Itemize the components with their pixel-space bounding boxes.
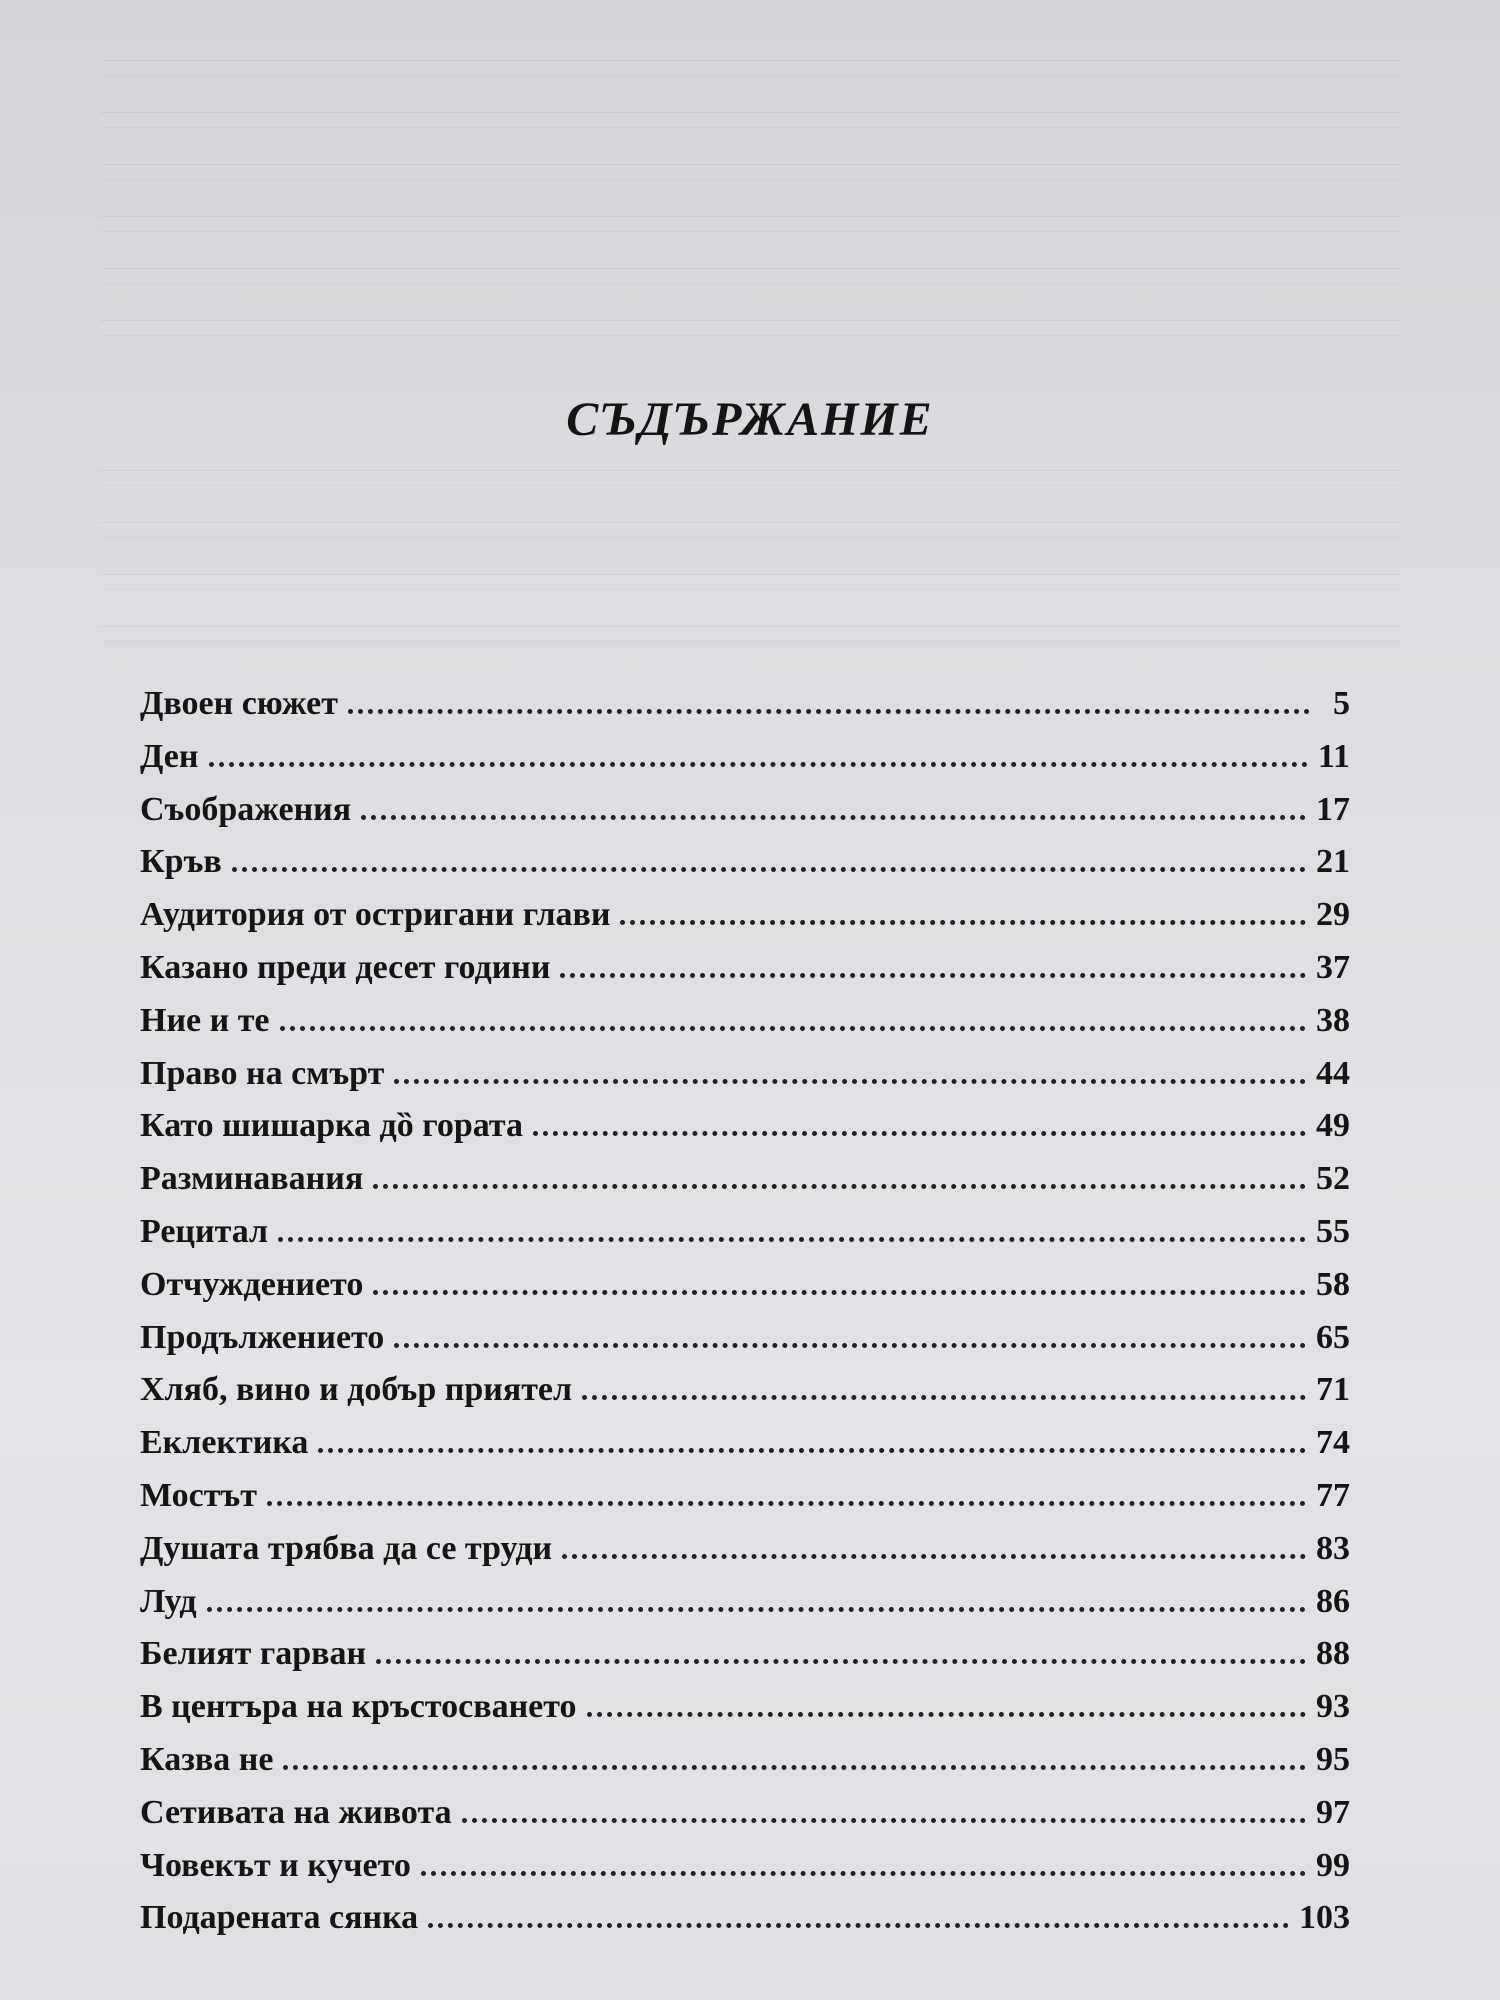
toc-entry-title: Кръв bbox=[140, 843, 222, 881]
toc-leader-dots bbox=[232, 857, 1306, 872]
toc-entry-title: Подарената сянка bbox=[140, 1899, 419, 1937]
toc-entry-page-number: 95 bbox=[1316, 1740, 1350, 1778]
toc-leader-dots bbox=[373, 1174, 1306, 1189]
toc-entry-page-number: 65 bbox=[1316, 1318, 1350, 1356]
toc-entry-page-number: 38 bbox=[1316, 1001, 1350, 1039]
toc-entry-page-number: 37 bbox=[1316, 948, 1350, 986]
toc-entry bbox=[140, 731, 1350, 784]
toc-leader-dots bbox=[209, 752, 1308, 767]
toc-entry-title: Човекът и кучето bbox=[140, 1846, 411, 1884]
toc-leader-dots bbox=[560, 963, 1306, 978]
toc-leader-dots bbox=[348, 699, 1310, 714]
toc-leader-dots bbox=[428, 1913, 1289, 1928]
toc-entry-title: Продължението bbox=[140, 1318, 385, 1356]
toc-leader-dots bbox=[361, 805, 1306, 820]
toc-entry-title: Хляб, вино и добър приятел bbox=[140, 1371, 573, 1409]
toc-entry-page-number: 52 bbox=[1316, 1160, 1350, 1198]
toc-entry bbox=[140, 1206, 1350, 1259]
toc-leader-dots bbox=[533, 1121, 1306, 1136]
toc-entry bbox=[140, 1470, 1350, 1523]
toc-entry-title: Съображения bbox=[140, 790, 352, 828]
toc-entry-title: Двоен сюжет bbox=[140, 685, 338, 722]
toc-entry-title: Еклектика bbox=[140, 1424, 309, 1462]
toc-entry bbox=[140, 836, 1350, 889]
toc-entry bbox=[140, 1787, 1350, 1840]
toc-entry-title: Казва не bbox=[140, 1740, 274, 1778]
toc-entry bbox=[140, 1892, 1350, 1945]
toc-entry bbox=[140, 889, 1350, 942]
toc-entry-page-number: 99 bbox=[1316, 1846, 1350, 1884]
toc-entry bbox=[140, 1364, 1350, 1417]
toc-entry-title: Ние и те bbox=[140, 1001, 270, 1039]
toc-entry-page-number: 55 bbox=[1316, 1212, 1350, 1250]
show-through-line bbox=[100, 268, 1400, 284]
toc-entry bbox=[140, 1417, 1350, 1470]
toc-entry-title: Ден bbox=[140, 737, 199, 775]
show-through-line bbox=[100, 60, 1400, 76]
toc-entry bbox=[140, 784, 1350, 837]
show-through-line bbox=[100, 164, 1400, 180]
show-through-line bbox=[100, 216, 1400, 232]
toc-leader-dots bbox=[283, 1755, 1306, 1770]
toc-entry-page-number: 77 bbox=[1316, 1476, 1350, 1514]
toc-entry-page-number: 5 bbox=[1333, 685, 1350, 722]
toc-leader-dots bbox=[394, 1069, 1306, 1084]
toc-entry-page-number: 88 bbox=[1316, 1635, 1350, 1673]
page-title: СЪДЪРЖАНИЕ bbox=[566, 393, 934, 446]
show-through-line bbox=[100, 320, 1400, 336]
toc-entry-title: Казано преди десет години bbox=[140, 948, 551, 986]
toc-entry bbox=[140, 942, 1350, 995]
toc-entry bbox=[140, 1628, 1350, 1681]
toc-entry-page-number: 21 bbox=[1316, 843, 1350, 881]
toc-leader-dots bbox=[421, 1861, 1306, 1876]
toc-leader-dots bbox=[280, 1016, 1306, 1031]
toc-entry bbox=[140, 1681, 1350, 1734]
toc-entry-title: Разминавания bbox=[140, 1160, 364, 1198]
toc-leader-dots bbox=[318, 1438, 1306, 1453]
toc-entry bbox=[140, 1734, 1350, 1787]
toc-leader-dots bbox=[376, 1649, 1306, 1664]
toc-entry-page-number: 71 bbox=[1316, 1371, 1350, 1409]
toc-entry-page-number: 44 bbox=[1316, 1054, 1350, 1092]
show-through-line bbox=[100, 522, 1400, 538]
toc-entry-title: Право на смърт bbox=[140, 1054, 385, 1092]
toc-entry-page-number: 74 bbox=[1316, 1424, 1350, 1462]
toc-entry bbox=[140, 1259, 1350, 1312]
toc-entry-page-number: 83 bbox=[1316, 1529, 1350, 1567]
toc-leader-dots bbox=[620, 910, 1306, 925]
toc-entry bbox=[140, 1840, 1350, 1893]
toc-entry-page-number: 97 bbox=[1316, 1793, 1350, 1831]
show-through-line bbox=[100, 574, 1400, 590]
toc-leader-dots bbox=[462, 1808, 1306, 1823]
toc-entry-page-number: 17 bbox=[1316, 790, 1350, 828]
toc-leader-dots bbox=[267, 1491, 1306, 1506]
toc-entry-page-number: 86 bbox=[1316, 1582, 1350, 1620]
table-of-contents bbox=[140, 678, 1350, 1945]
toc-entry-title: Рецитал bbox=[140, 1212, 269, 1250]
toc-leader-dots bbox=[207, 1597, 1306, 1612]
toc-entry bbox=[140, 995, 1350, 1048]
toc-entry bbox=[140, 1100, 1350, 1153]
toc-entry-page-number: 11 bbox=[1317, 737, 1350, 775]
toc-entry-page-number: 93 bbox=[1316, 1688, 1350, 1726]
toc-entry bbox=[140, 1312, 1350, 1365]
toc-entry-page-number: 29 bbox=[1316, 896, 1350, 934]
toc-leader-dots bbox=[582, 1385, 1306, 1400]
toc-entry-title: Луд bbox=[140, 1582, 197, 1620]
toc-entry-title: Мостът bbox=[140, 1476, 257, 1514]
toc-entry-title: Отчуждението bbox=[140, 1265, 364, 1303]
toc-entry-title: В центъра на кръстосването bbox=[140, 1688, 577, 1726]
toc-entry-title: Белият гарван bbox=[140, 1635, 367, 1673]
toc-entry bbox=[140, 1153, 1350, 1206]
show-through-line bbox=[100, 112, 1400, 128]
toc-entry bbox=[140, 1048, 1350, 1101]
toc-entry-title: Сетивата на живота bbox=[140, 1793, 452, 1831]
show-through-line bbox=[100, 626, 1400, 642]
toc-entry bbox=[140, 1523, 1350, 1576]
toc-leader-dots bbox=[394, 1333, 1306, 1348]
toc-leader-dots bbox=[278, 1227, 1306, 1242]
toc-entry bbox=[140, 1576, 1350, 1629]
toc-leader-dots bbox=[587, 1702, 1306, 1717]
toc-entry-page-number: 49 bbox=[1316, 1107, 1350, 1145]
toc-entry-page-number: 103 bbox=[1299, 1899, 1350, 1937]
toc-leader-dots bbox=[373, 1280, 1306, 1295]
toc-entry-title: Като шишарка дȍ гората bbox=[140, 1107, 523, 1145]
toc-entry-title: Душата трябва да се труди bbox=[140, 1529, 553, 1567]
show-through-line bbox=[100, 470, 1400, 486]
toc-entry-page-number: 58 bbox=[1316, 1265, 1350, 1303]
toc-leader-dots bbox=[562, 1544, 1306, 1559]
toc-entry bbox=[140, 678, 1350, 731]
toc-entry-title: Аудитория от остригани глави bbox=[140, 896, 611, 934]
